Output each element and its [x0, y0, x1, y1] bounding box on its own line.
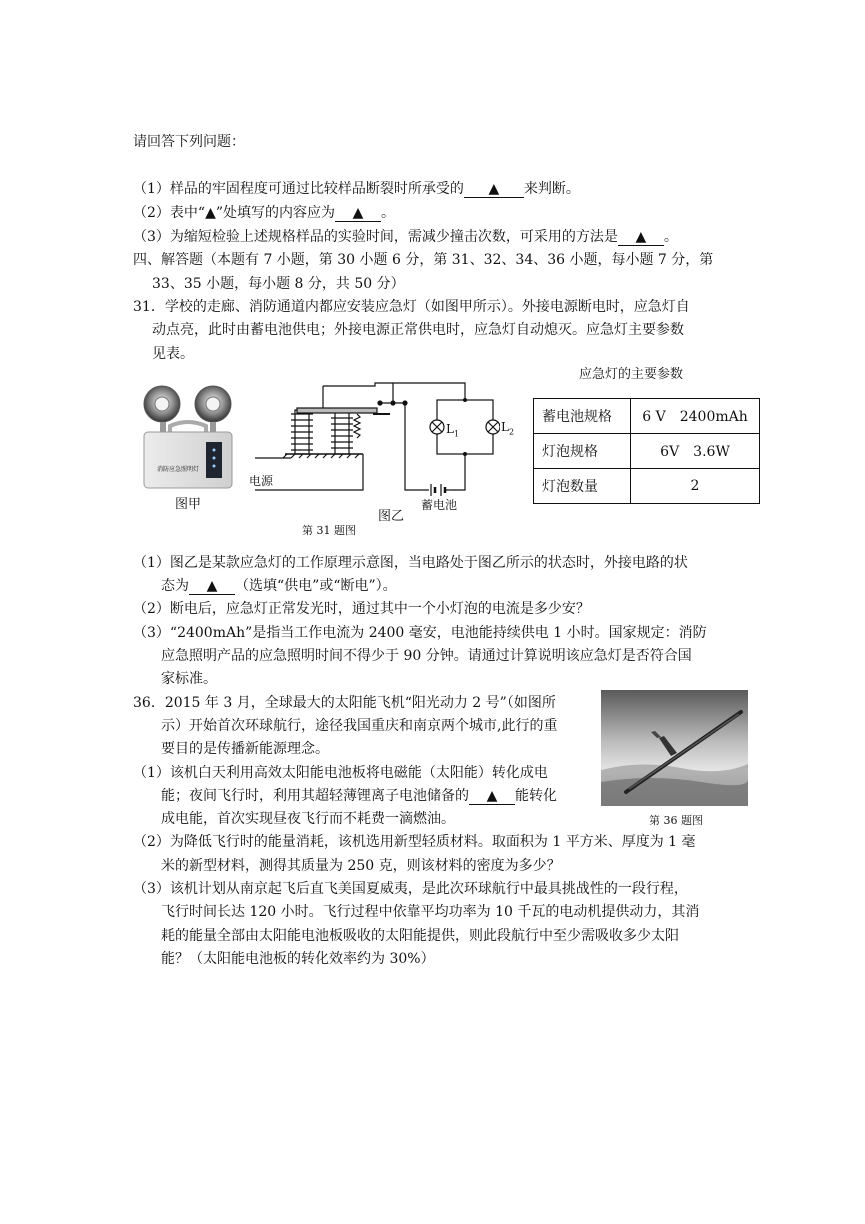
- question-a1-text-end: 来判断。: [523, 181, 580, 197]
- table-title: 应急灯的主要参数: [579, 367, 684, 382]
- question-a2: [133, 203, 395, 223]
- q31-part2: （2）断电后，应急灯正常发光时，通过其中一个小灯泡的电流是多少安？: [133, 601, 590, 617]
- lamp-l2-subscript: 2: [508, 427, 515, 437]
- q31-part3-cont: 应急照明产品的应急照明时间不得少于 90 分钟。请通过计算说明该应急灯是否符合国: [161, 648, 692, 664]
- emergency-lamp-image: [138, 382, 238, 490]
- q31-stem-cont: 见表。: [152, 346, 194, 362]
- answer-blank[interactable]: ▲: [335, 205, 381, 222]
- power-source-label: 电源: [249, 474, 274, 488]
- figure-jia-label: 图甲: [175, 497, 202, 512]
- q31-stem-cont: 动点亮，此时由蓄电池供电；外接电源正常供电时，应急灯自动熄灭。应急灯主要参数: [152, 322, 684, 338]
- question-a2-text: （2）表中“▲”处填写的内容应为: [133, 205, 335, 221]
- q36-stem-cont: 要目的是传播新能源理念。: [161, 741, 329, 757]
- q36-part1-text-end: 能转化: [515, 788, 557, 804]
- table-row: [534, 469, 760, 504]
- q36-part1-cont: [161, 786, 557, 806]
- figure-36-caption: 第 36 题图: [649, 814, 703, 827]
- q36-part1-cont: 成电能，首次实现昼夜飞行而不耗费一滴燃油。: [161, 811, 455, 827]
- q31-part1-text-end: （选填“供电”或“断电”）。: [235, 578, 397, 594]
- q36-part3: （3）该机计划从南京起飞后直飞美国夏威夷，是此次环球航行中最具挑战性的一段行程，: [133, 881, 688, 897]
- q36-part3-cont: 能？（太阳能电池板的转化效率约为 30%）: [161, 951, 435, 967]
- device-label: 消防应急照明灯: [157, 466, 200, 473]
- lamp-l1-subscript: 1: [453, 429, 460, 439]
- q36-part1-text: 能；夜间飞行时，利用其超轻薄锂离子电池储备的: [161, 788, 469, 804]
- table-cell-value: 6 V 2400mAh: [631, 399, 760, 434]
- table-cell-value: 6V 3.6W: [631, 434, 760, 469]
- table-cell-key: 灯泡规格: [534, 434, 631, 469]
- lamp-l1-letter: L: [446, 422, 454, 436]
- question-a1: [133, 179, 580, 199]
- q36-part2: （2）为降低飞行时的能量消耗，该机选用新型轻质材料。取面积为 1 平方米、厚度为 1 毫: [133, 834, 696, 850]
- q36-stem: 36．2015 年 3 月，全球最大的太阳能飞机“阳光动力 2 号”（如图所: [133, 695, 556, 711]
- battery-label: 蓄电池: [421, 498, 458, 512]
- q31-part1: （1）图乙是某款应急灯的工作原理示意图，当电路处于图乙所示的状态时，外接电路的状: [133, 555, 688, 571]
- q36-part2-cont: 米的新型材料，测得其质量为 250 克，则该材料的密度为多少？: [161, 858, 561, 874]
- table-cell-key: 灯泡数量: [534, 469, 631, 504]
- circuit-diagram: [245, 378, 500, 498]
- q31-part3-cont: 家标准。: [161, 671, 217, 687]
- q36-part3-cont: 耗的能量全部由太阳能电池板吸收的太阳能提供，则此段航行中至少需吸收多少太阳: [161, 928, 679, 944]
- question-a3-text: （3）为缩短检验上述规格样品的实验时间，需减少撞击次数，可采用的方法是: [133, 229, 618, 245]
- question-a1-text: （1）样品的牢固程度可通过比较样品断裂时所承受的: [133, 181, 464, 197]
- section-title: 四、解答题（本题有 7 小题，第 30 小题 6 分，第 31、32、34、36 小题，每小题 7 分，第: [133, 252, 714, 268]
- lamp-l1-label: [446, 422, 459, 438]
- q31-part1-cont: [161, 576, 397, 596]
- question-a3: [133, 227, 678, 247]
- answer-blank[interactable]: ▲: [189, 578, 235, 595]
- question-a2-text-end: 。: [381, 205, 395, 221]
- table-cell-key: 蓄电池规格: [534, 399, 631, 434]
- answer-blank[interactable]: ▲: [464, 181, 524, 198]
- q36-stem-cont: 示）开始首次环球航行，途径我国重庆和南京两个城市,此行的重: [161, 718, 558, 734]
- figure-31-caption: 第 31 题图: [302, 524, 356, 537]
- q31-part3: （3）“2400mAh”是指当工作电流为 2400 毫安，电池能持续供电 1 小时。国家规定：消防: [133, 625, 707, 641]
- section-title-cont: 33、35 小题，每小题 8 分，共 50 分）: [152, 276, 405, 292]
- parameters-table: [533, 398, 760, 504]
- figure-yi-label: 图乙: [378, 509, 405, 524]
- table-row: [534, 434, 760, 469]
- table-row: [534, 399, 760, 434]
- solar-plane-image: [601, 690, 748, 806]
- intro-line: 请回答下列问题：: [133, 134, 245, 150]
- table-cell-value: 2: [631, 469, 760, 504]
- answer-blank[interactable]: ▲: [618, 229, 664, 246]
- q31-part1-text: 态为: [161, 578, 189, 594]
- q31-stem: 31．学校的走廊、消防通道内都应安装应急灯（如图甲所示）。外接电源断电时，应急灯自: [133, 299, 690, 315]
- q36-part1: （1）该机白天利用高效太阳能电池板将电磁能（太阳能）转化成电: [133, 765, 548, 781]
- lamp-l2-label: [501, 420, 514, 436]
- answer-blank[interactable]: ▲: [469, 788, 515, 805]
- question-a3-text-end: 。: [663, 229, 678, 245]
- lamp-l2-letter: L: [501, 420, 509, 434]
- q36-part3-cont: 飞行时间长达 120 小时。飞行过程中依靠平均功率为 10 千瓦的电动机提供动力，其消: [161, 904, 700, 920]
